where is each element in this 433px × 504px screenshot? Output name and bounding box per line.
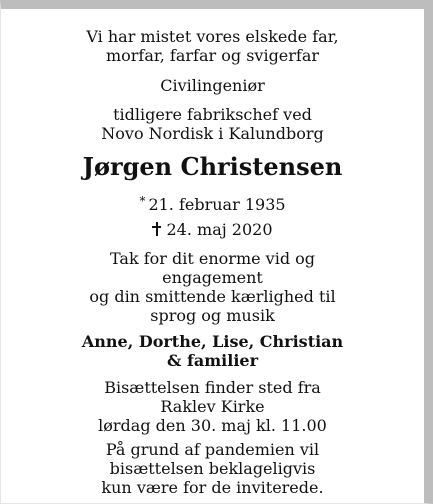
thanks-line: og din smittende kærlighed til bbox=[89, 287, 336, 306]
intro-line: Vi har mistet vores elskede far, bbox=[86, 27, 339, 46]
funeral-info bbox=[1, 378, 424, 435]
former-role bbox=[1, 105, 424, 143]
thanks-line: sprog og musik bbox=[150, 306, 275, 325]
funeral-line: lørdag den 30. maj kl. 11.00 bbox=[98, 416, 327, 435]
family-line: & familier bbox=[166, 351, 259, 370]
deceased-name: Jørgen Christensen bbox=[82, 152, 343, 181]
family-line: Anne, Dorthe, Lise, Christian bbox=[81, 332, 344, 351]
profession: Civilingeniør bbox=[160, 76, 265, 95]
death-date-line bbox=[1, 220, 424, 239]
death-date: 24. maj 2020 bbox=[166, 220, 273, 239]
family-names bbox=[1, 332, 424, 370]
birth-symbol: * bbox=[139, 194, 146, 208]
restriction-info bbox=[1, 440, 424, 497]
cross-icon bbox=[152, 222, 161, 236]
thanks-line: engagement bbox=[162, 268, 263, 287]
thanks-text bbox=[1, 249, 424, 325]
restriction-line: bisættelsen beklageligvis bbox=[109, 459, 316, 478]
birth-date-line bbox=[1, 192, 424, 214]
funeral-line: Raklev Kirke bbox=[160, 397, 265, 416]
former-role-line: Novo Nordisk i Kalundborg bbox=[101, 124, 324, 143]
birth-date: 21. februar 1935 bbox=[148, 195, 286, 214]
funeral-line: Bisættelsen finder sted fra bbox=[104, 378, 321, 397]
intro-text bbox=[1, 27, 424, 65]
thanks-line: Tak for dit enorme vid og bbox=[109, 249, 316, 268]
restriction-line: På grund af pandemien vil bbox=[105, 440, 320, 459]
intro-line: morfar, farfar og svigerfar bbox=[105, 46, 320, 65]
restriction-line: kun være for de inviterede. bbox=[101, 478, 324, 497]
former-role-line: tidligere fabrikschef ved bbox=[113, 105, 312, 124]
